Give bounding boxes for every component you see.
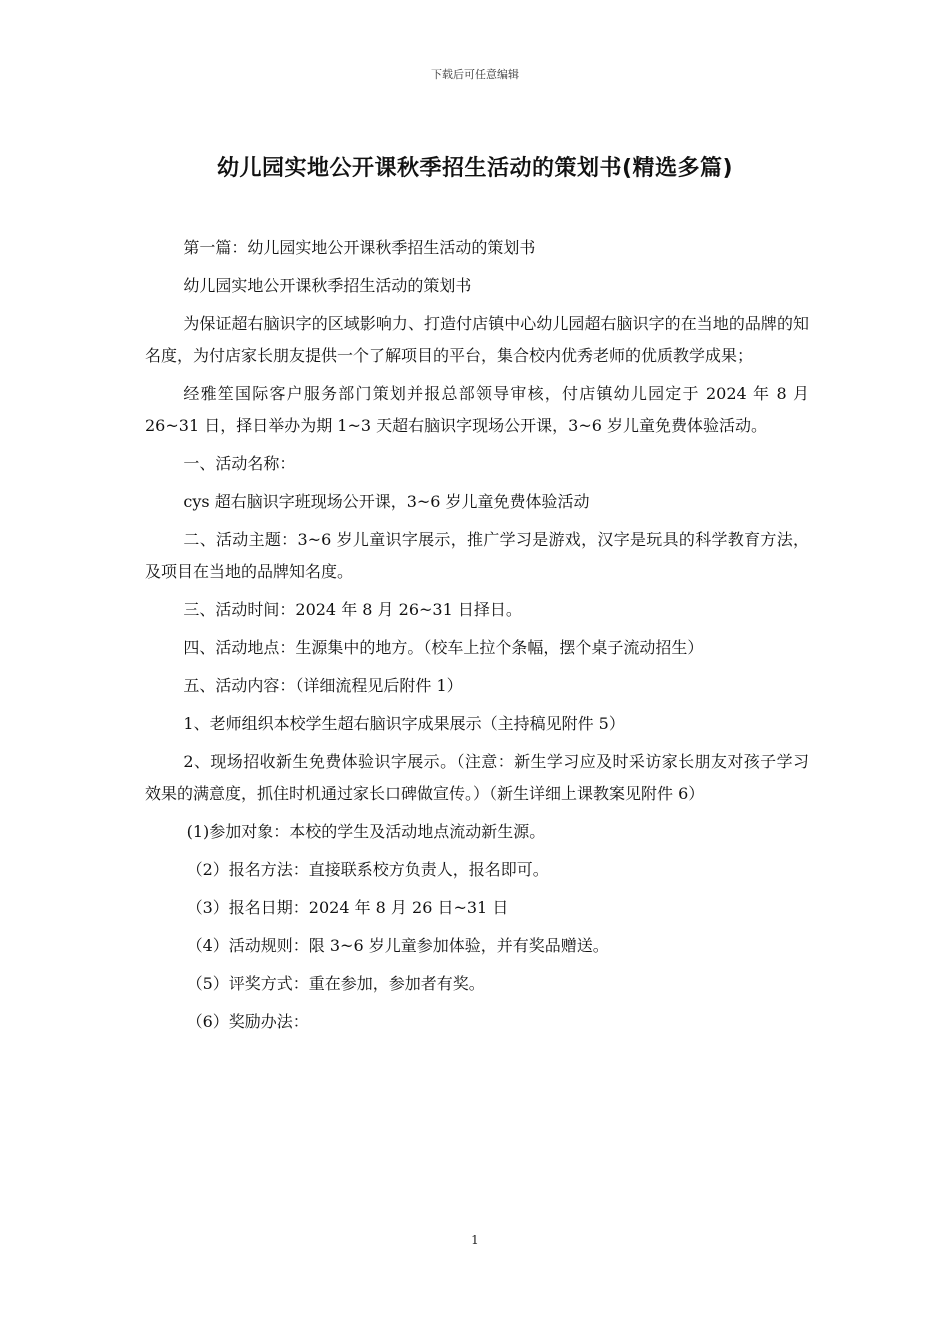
document-body xyxy=(145,232,809,1044)
document-title: 幼儿园实地公开课秋季招生活动的策划书(精选多篇) xyxy=(216,156,734,181)
paragraph: 为保证超右脑识字的区域影响力、打造付店镇中心幼儿园超右脑识字的在当地的品牌的知名度，为付店家长朋友提供一个了解项目的平台，集合校内优秀老师的优质教学成果； xyxy=(145,314,809,365)
sub-list-item: （5）评奖方式：重在参加，参加者有奖。 xyxy=(186,974,485,993)
page-header-note: 下载后可任意编辑 xyxy=(431,68,519,81)
sub-list-item: （6）奖励办法： xyxy=(186,1012,309,1031)
section-subtitle: 幼儿园实地公开课秋季招生活动的策划书 xyxy=(183,276,472,295)
sub-list-item: （4）活动规则：限 3~6 岁儿童参加体验，并有奖品赠送。 xyxy=(186,936,609,955)
list-item: 1、老师组织本校学生超右脑识字成果展示（主持稿见附件 5） xyxy=(183,714,625,733)
paragraph: 经雅笙国际客户服务部门策划并报总部领导审核，付店镇幼儿园定于 2024 年 8 月 26~31 日，择日举办为期 1~3 天超右脑识字现场公开课，3~6 岁儿童免费体验活动。 xyxy=(145,384,809,435)
item-heading: 四、活动地点：生源集中的地方。（校车上拉个条幅，摆个桌子流动招生） xyxy=(183,638,704,657)
page-number: 1 xyxy=(471,1233,479,1247)
sub-list-item: (1)参加对象：本校的学生及活动地点流动新生源。 xyxy=(186,822,546,841)
sub-list-item: （2）报名方法：直接联系校方负责人，报名即可。 xyxy=(186,860,549,879)
section-heading: 第一篇：幼儿园实地公开课秋季招生活动的策划书 xyxy=(183,238,536,257)
item-heading: 三、活动时间：2024 年 8 月 26~31 日择日。 xyxy=(183,600,522,619)
item-heading: 二、活动主题：3~6 岁儿童识字展示，推广学习是游戏，汉字是玩具的科学教育方法，及项目在当地的品牌知名度。 xyxy=(145,530,809,581)
item-heading: 一、活动名称： xyxy=(183,454,296,473)
item-heading: 五、活动内容：（详细流程见后附件 1） xyxy=(183,676,463,695)
sub-list-item: （3）报名日期：2024 年 8 月 26 日~31 日 xyxy=(186,898,509,917)
paragraph: cys 超右脑识字班现场公开课，3~6 岁儿童免费体验活动 xyxy=(183,492,590,511)
list-item: 2、现场招收新生免费体验识字展示。（注意：新生学习应及时采访家长朋友对孩子学习效果的满意度，抓住时机通过家长口碑做宣传。）（新生详细上课教案见附件 6） xyxy=(145,752,809,803)
